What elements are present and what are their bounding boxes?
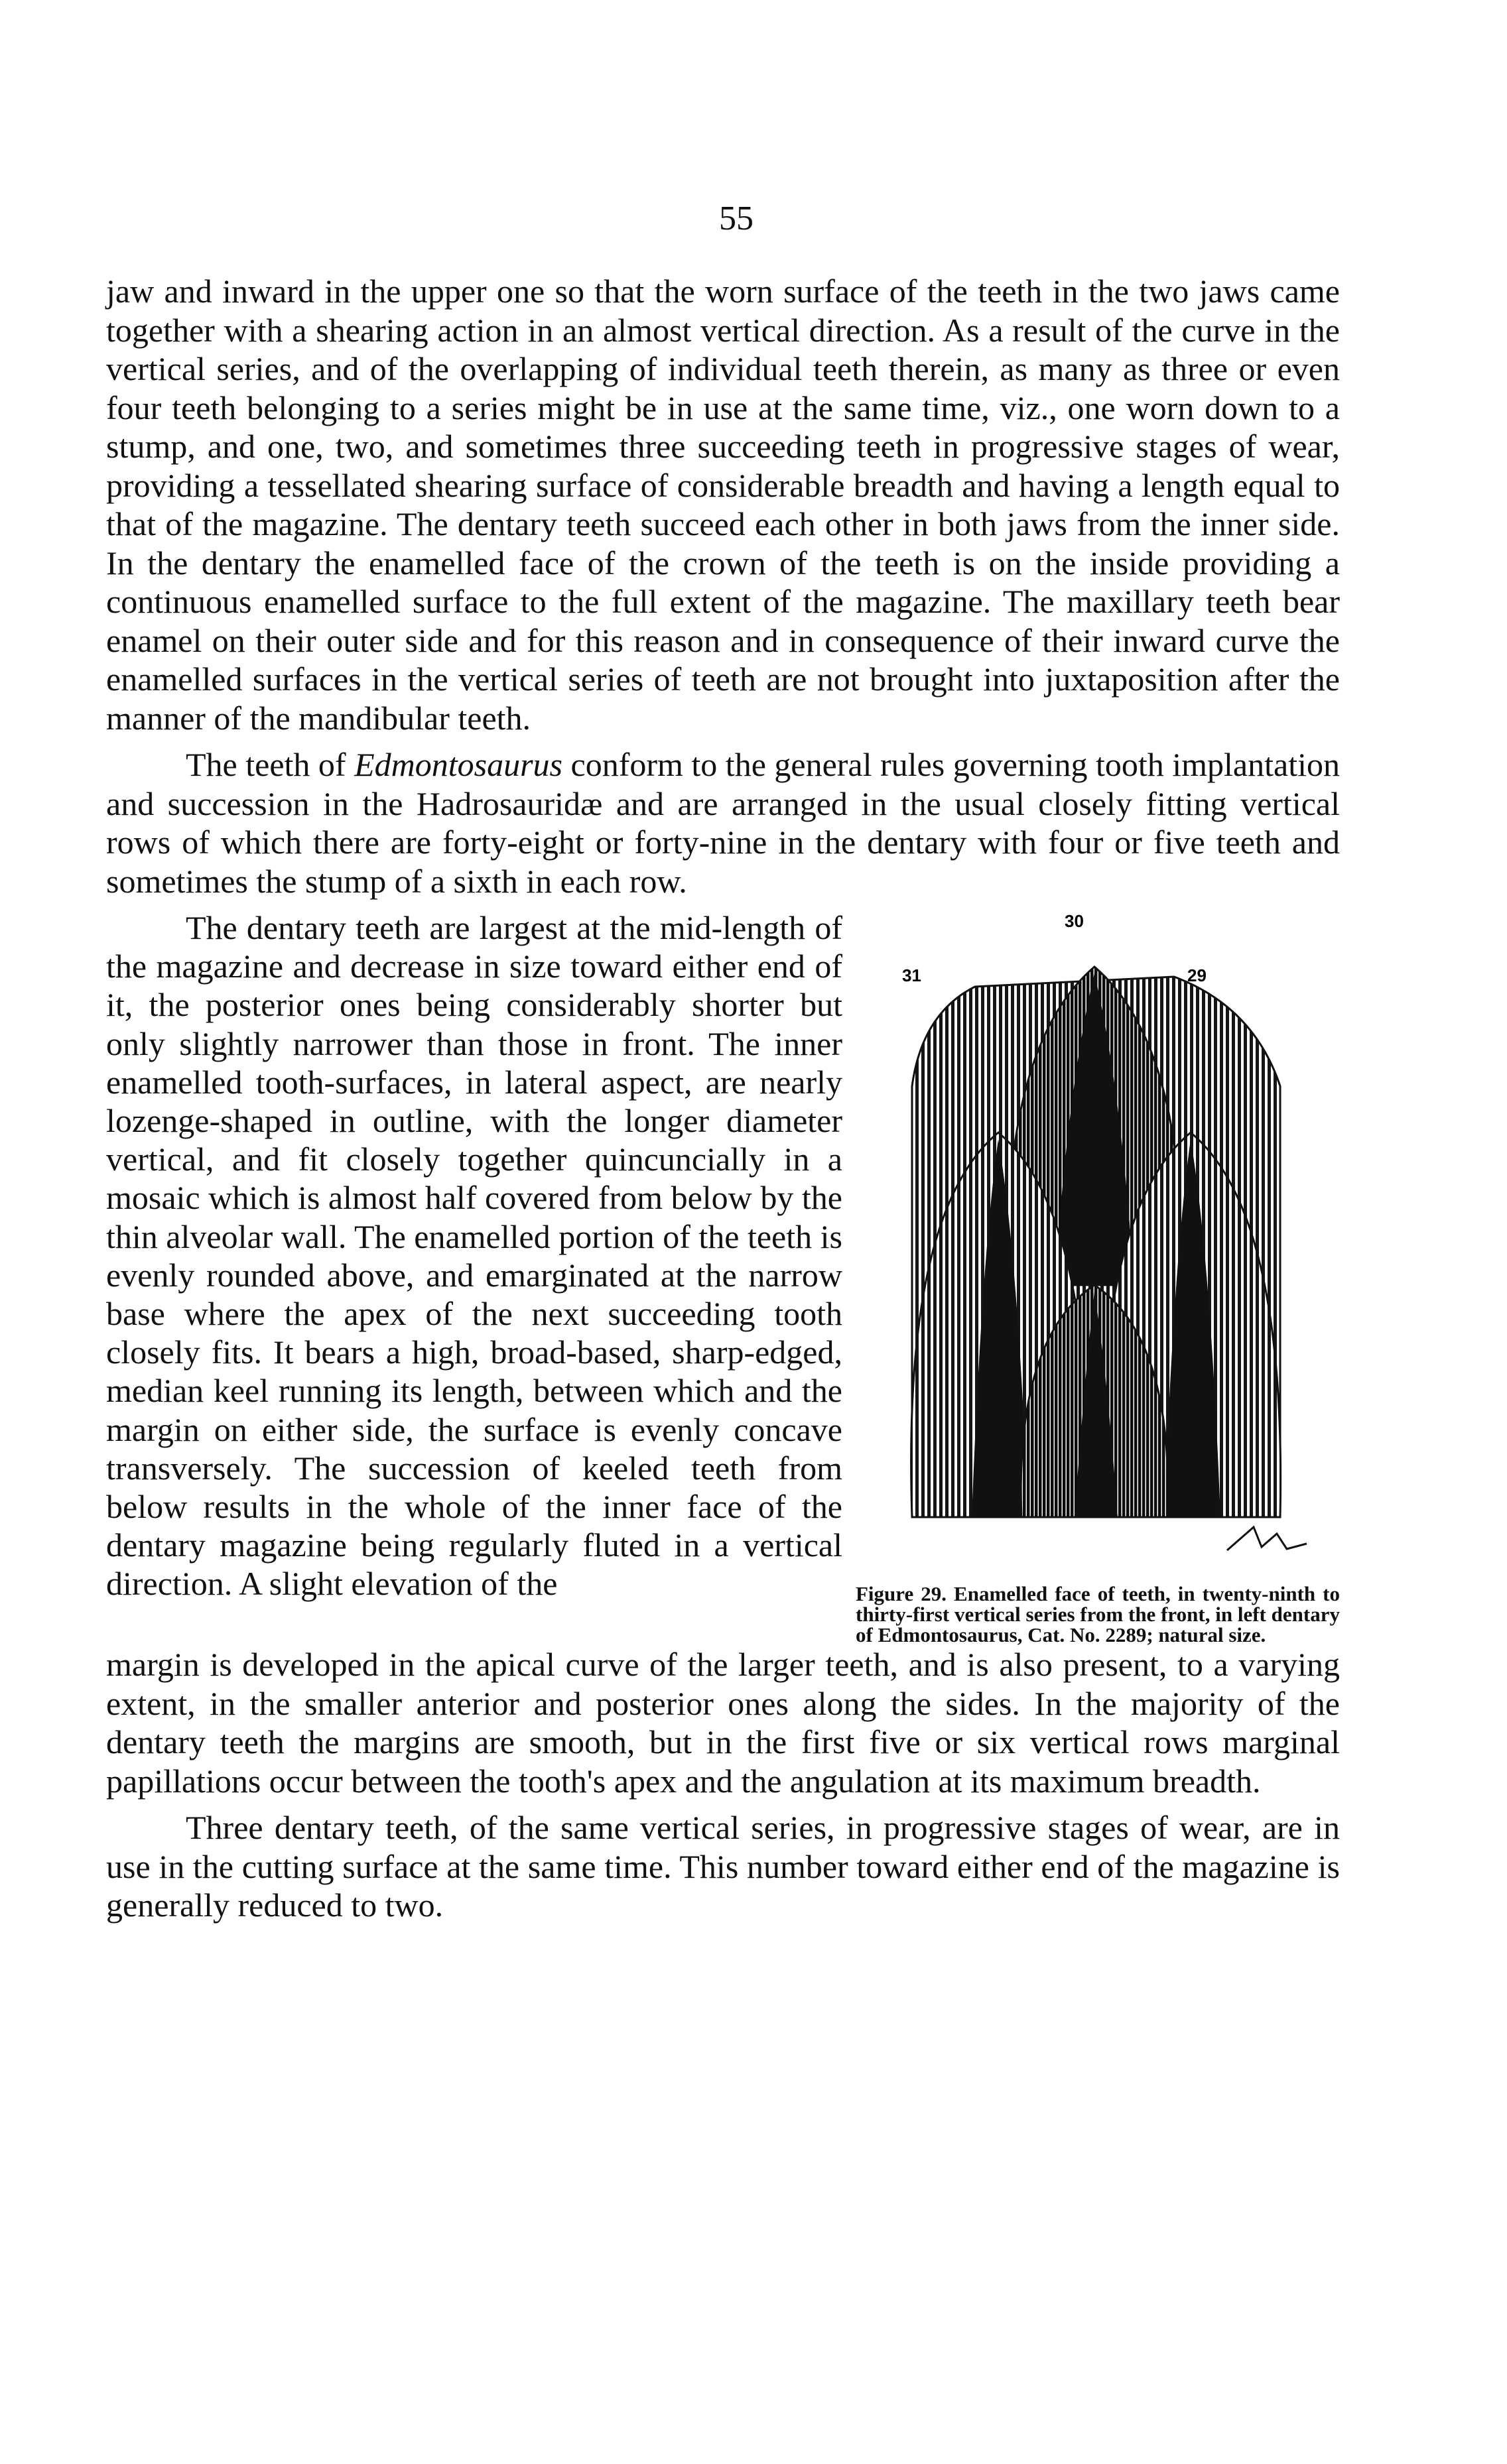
paragraph: The dentary teeth are largest at the mid-length of the magazine and decrease in size toward either end of it, the posterior ones being considerably shorter but only slightly narrower than those in front. The inner enamelled tooth-surfaces, in lateral aspect, are nearly lozenge-shaped in outline, with the longer diameter vertical, and fit closely together quincuncially in a mosaic which is almost half covered from below by the thin alveolar wall. The enamelled portion of the teeth is evenly rounded above, and emarginated at the narrow base where the apex of the next succeeding tooth closely fits. It bears a high, broad-based, sharp-edged, median keel running its length, between which and the margin on either side, the surface is evenly concave transversely. The succession of keeled teeth from below results in the whole of the inner face of the dentary magazine being regularly fluted in a vertical direction. A slight elevation of the <box>106 909 842 1603</box>
paragraph <box>106 745 1340 900</box>
figure-label-31: 31 <box>902 965 921 985</box>
text-column <box>106 272 1340 1925</box>
teeth-illustration <box>856 914 1340 1564</box>
genus-name: Edmontosaurus <box>354 746 562 783</box>
wrapped-text <box>106 908 842 1603</box>
text-with-figure <box>106 908 1340 1645</box>
figure-label-29: 29 <box>1187 965 1207 985</box>
figure-label-30: 30 <box>1065 914 1084 931</box>
paragraph-text: The teeth of <box>186 746 355 783</box>
paragraph: margin is developed in the apical curve of the larger teeth, and is also present, to a varying extent, in the smaller anterior and posterior ones along the sides. In the majority of the dentary teeth the margins are smooth, but in the first five or six vertical rows marginal papillations occur between the tooth's apex and the angulation at its maximum breadth. <box>106 1646 1340 1800</box>
paragraph: jaw and inward in the upper one so that the worn surface of the teeth in the two jaws came together with a shearing action in an almost vertical direction. As a result of the curve in the vertical series, and of the overlapping of individual teeth therein, as many as three or even four teeth belonging to a series might be in use at the same time, viz., one worn down to a stump, and one, two, and sometimes three succeeding teeth in progressive stages of wear, providing a tessellated shearing surface of considerable breadth and having a length equal to that of the magazine. The dentary teeth succeed each other in both jaws from the inner side. In the dentary the enamelled face of the crown of the teeth is on the inside providing a continuous enamelled surface to the full extent of the magazine. The maxillary teeth bear enamel on their outer side and for this reason and in consequence of their inward curve the enamelled surfaces in the vertical series of teeth are not brought into juxtaposition after the manner of the mandibular teeth. <box>106 273 1340 737</box>
paragraph: Three dentary teeth, of the same vertical series, in progressive stages of wear, are in use in the cutting surface at the same time. This number toward either end of the magazine is generally reduced to two. <box>106 1809 1340 1924</box>
paragraph-text: conform to the general rules governing tooth implantation and succession in the Hadrosauridæ and are arranged in the usual closely fitting vertical rows of which there are forty-eight or forty-nine in the dentary with four or five teeth and sometimes the stump of a sixth in each row. <box>106 746 1340 900</box>
figure <box>856 914 1340 1645</box>
figure-caption: Figure 29. Enamelled face of teeth, in twenty-ninth to thirty-first vertical series from the front, in left dentary of Edmontosaurus, Cat. No. 2289; natural size. <box>856 1582 1340 1646</box>
page-number: 55 <box>719 200 754 237</box>
